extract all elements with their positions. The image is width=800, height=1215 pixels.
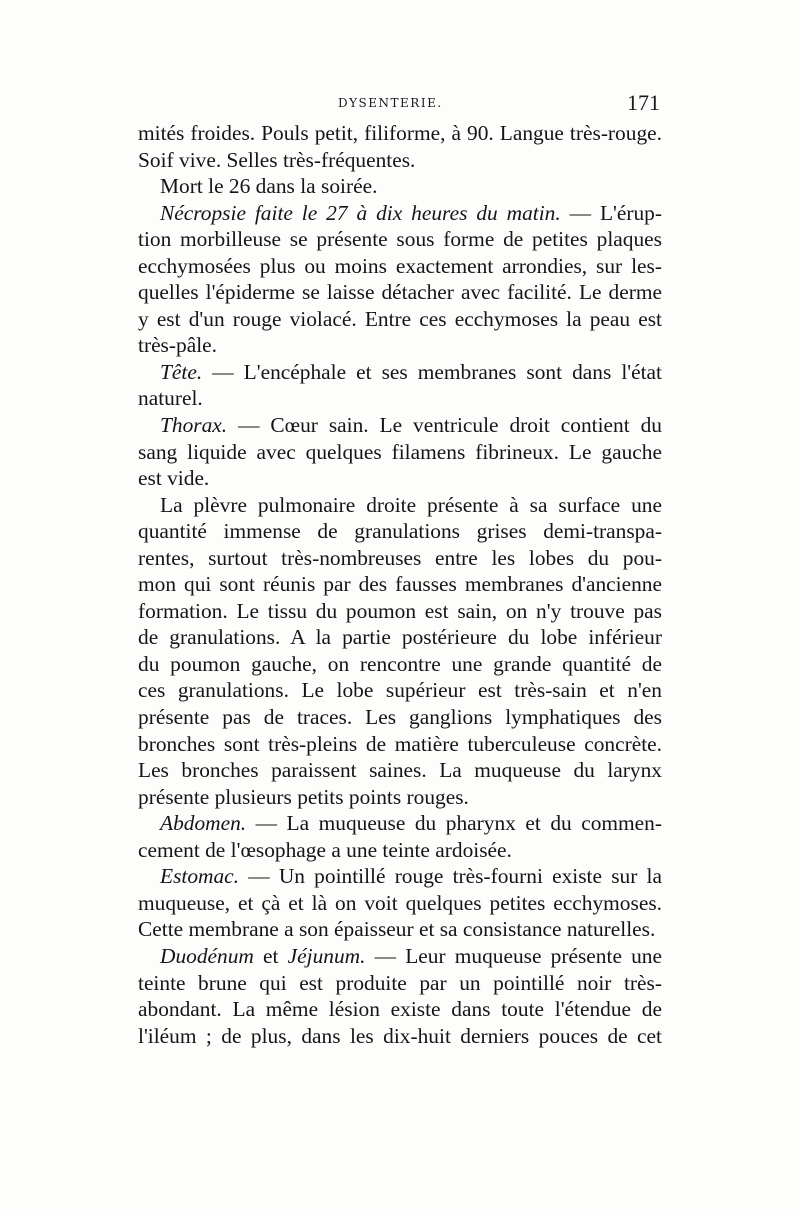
text-line [138,518,662,545]
text-line [138,890,662,917]
text-segment: teinte brune qui est produite par un pointillé noir très- [138,970,662,995]
italic-heading: Nécropsie faite le 27 à dix heures du matin. [160,200,561,225]
text-segment: mités froides. Pouls petit, filiforme, à 90. Langue très-rouge. [138,121,662,145]
text-line [138,545,662,572]
text-segment: mon qui sont réunis par des fausses membranes d'ancienne [138,572,662,597]
italic-heading: Abdomen. [160,811,247,836]
text-line [138,571,662,598]
text-segment: quelles l'épiderme se laisse détacher avec facilité. Le derme [138,280,662,305]
text-segment: — La muqueuse du pharynx et du commen- [246,811,662,836]
text-segment: et [253,943,288,968]
text-segment: naturel. [138,386,203,411]
text-line [138,359,662,386]
text-segment: — L'érup- [560,200,662,225]
text-segment: l'iléum ; de plus, dans les dix-huit derniers pouces de cet [138,1023,662,1048]
text-segment: — L'encéphale et ses membranes sont dans l'état [202,359,662,384]
text-segment: de granulations. A la partie postérieure du lobe inférieur [138,625,662,650]
text-segment: — Cœur sain. Le ventricule droit contient du [227,413,662,438]
text-line [138,279,662,306]
body-text [138,120,662,1049]
italic-heading: Thorax. [160,413,228,438]
text-line [138,385,662,412]
italic-heading: Tête. [160,359,203,384]
text-segment: y est d'un rouge violacé. Entre ces ecchymoses la peau est [138,306,662,331]
page-number: 171 [627,90,660,115]
text-segment: — Leur muqueuse présente une [365,943,662,968]
text-line [138,624,662,651]
text-line [138,1023,662,1050]
text-line [138,147,662,174]
text-segment: tion morbilleuse se présente sous forme de petites plaques [138,227,662,252]
text-segment: formation. Le tissu du poumon est sain, on n'y trouve pas [138,598,662,623]
text-segment: La plèvre pulmonaire droite présente à sa surface une [160,492,662,517]
text-line [138,412,662,439]
text-line [138,173,662,200]
text-segment: du poumon gauche, on rencontre une grande quantité de [138,651,662,676]
text-line [138,863,662,890]
italic-heading: Duodénum [160,943,254,968]
text-line [138,200,662,227]
running-title: DYSENTERIE. [338,96,443,110]
text-line [138,253,662,280]
text-line [138,996,662,1023]
text-line [138,970,662,997]
text-segment: bronches sont très-pleins de matière tuberculeuse concrète. [138,731,662,756]
text-segment: très-pâle. [138,333,217,358]
text-segment: sang liquide avec quelques filamens fibrineux. Le gauche [138,439,662,464]
text-line [138,757,662,784]
text-line [138,465,662,492]
text-segment: muqueuse, et çà et là on voit quelques petites ecchymoses. [138,890,662,915]
text-line [138,704,662,731]
text-segment: ces granulations. Le lobe supérieur est très-sain et n'en [138,678,662,703]
italic-heading: Jéjunum. [287,943,366,968]
text-segment: ecchymosées plus ou moins exactement arrondies, sur les- [138,253,662,278]
text-line [138,784,662,811]
text-line [138,837,662,864]
italic-heading: Estomac. [160,864,240,889]
text-line [138,677,662,704]
text-segment: rentes, surtout très-nombreuses entre les lobes du pou- [138,545,662,570]
text-segment: — Un pointillé rouge très-fourni existe sur la [239,864,662,889]
text-line [138,306,662,333]
text-line [138,120,662,147]
text-segment: Les bronches paraissent saines. La muqueuse du larynx [138,758,662,783]
text-segment: présente plusieurs petits points rouges. [138,784,469,809]
text-line [138,651,662,678]
text-line [138,810,662,837]
text-line [138,439,662,466]
text-segment: Cette membrane a son épaisseur et sa consistance naturelles. [138,917,656,942]
text-segment: Mort le 26 dans la soirée. [160,174,378,199]
text-segment: Soif vive. Selles très-fréquentes. [138,147,416,172]
page-header [138,92,660,120]
text-line [138,731,662,758]
text-segment: présente pas de traces. Les ganglions lymphatiques des [138,705,662,730]
text-line [138,598,662,625]
text-line [138,226,662,253]
text-line [138,943,662,970]
text-segment: cement de l'œsophage a une teinte ardoisée. [138,837,512,862]
text-line [138,916,662,943]
text-segment: est vide. [138,466,210,491]
text-line [138,332,662,359]
text-segment: quantité immense de granulations grises demi-transpa- [138,519,662,544]
text-segment: abondant. La même lésion existe dans toute l'étendue de [138,997,662,1022]
text-line [138,492,662,519]
